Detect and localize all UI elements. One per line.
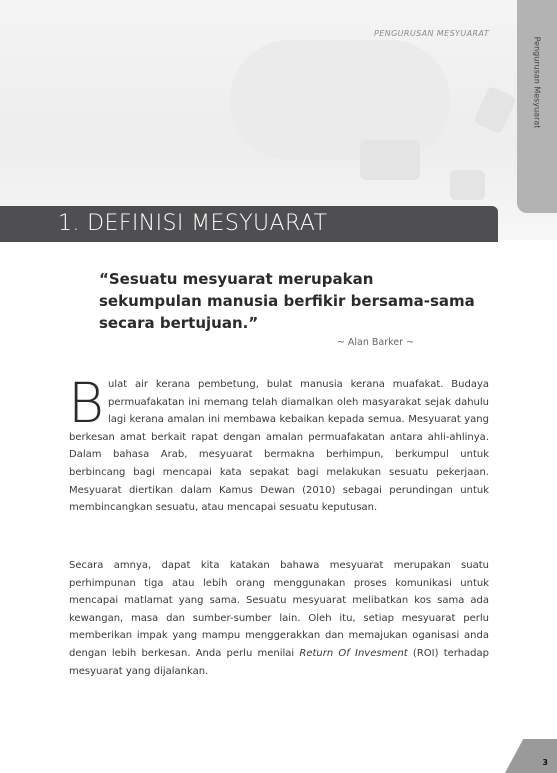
paragraph-1 [68,371,489,517]
section-title: 1. DEFINISI MESYUARAT [58,211,328,236]
paragraph-2 [69,557,489,680]
paragraph-2-text-start: Secara amnya, dapat kita katakan bahawa mesyuarat merupakan suatu perhimpunan tiga atau lebih orang menggunakan proses komunikasi untuk mencapai matlamat yang sama. Sesuatu mesyuarat melibatkan kos sama ada kewangan, masa dan sumber-sumber lain. Oleh itu, setiap mesyuarat perlu memberikan impak yang mampu menggerakkan dan memajukan oganisasi anda dengan lebih berkesan. Anda perlu menilai [69,560,489,659]
side-tab [517,0,557,213]
quote-text: “Sesuatu mesyuarat merupakan sekumpulan manusia berfikir bersama-sama secara bertujuan.” [99,270,475,332]
roi-term: Return Of Invesment [299,647,408,659]
page-number: 3 [542,758,548,767]
section-banner [0,206,498,242]
running-header: PENGURUSAN MESYUARAT [374,29,489,38]
quote-author: ~ Alan Barker ~ [336,337,414,348]
drop-cap: B [68,371,105,435]
page-corner [505,739,557,773]
side-tab-label: Pengurusan Mesyuarat [532,36,542,129]
paragraph-1-text: ulat air kerana pembetung, bulat manusia kerana muafakat. Budaya permuafakatan ini memang telah diamalkan oleh masyarakat sejak dahulu lagi kerana amalan ini membawa kebaikan kepada semua. Mesyuarat yang berkesan amat berkait rapat dengan amalan permuafakatan antara ahli-ahlinya. Dalam bahasa Arab, mesyuarat bermakna berhimpun, berkumpul untuk berbincang bagi mencapai kata sepakat bagi melakukan sesuatu pekerjaan. Mesyuarat diertikan dalam Kamus Dewan (2010) sebagai perundingan untuk membincangkan sesuatu, atau mencapai sesuatu keputusan. [69,379,489,514]
paragraph-2-text-end: (ROI) terhadap mesyuarat yang dijalankan. [69,647,489,677]
